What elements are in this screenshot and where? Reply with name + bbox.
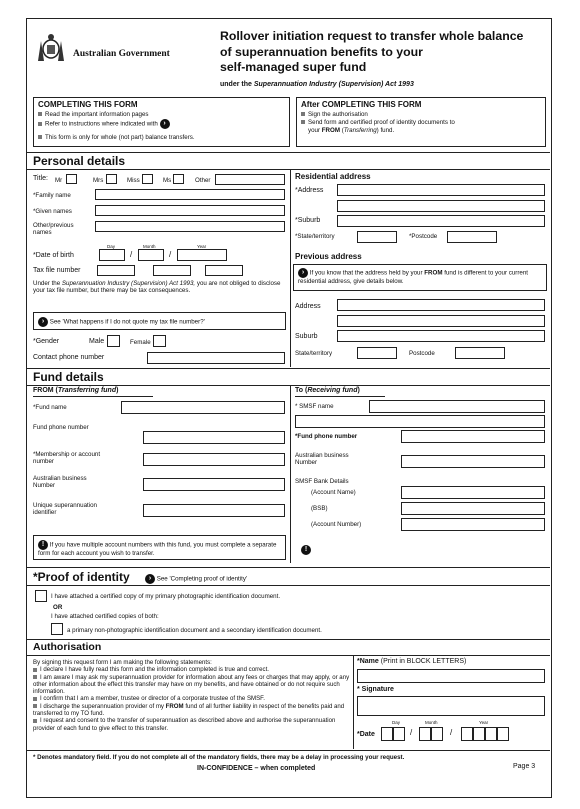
residential-state-label: *State/territory (295, 233, 335, 240)
poi-option-1-checkbox[interactable] (35, 590, 47, 602)
dob-day-field[interactable] (99, 249, 125, 261)
auth-day-field-2[interactable] (393, 727, 405, 741)
previous-state-field[interactable] (357, 347, 397, 359)
auth-year-field-4[interactable] (497, 727, 509, 741)
family-name-field[interactable] (95, 189, 285, 200)
tfn-field-3[interactable] (205, 265, 243, 276)
to-fund-phone-field[interactable] (401, 430, 545, 443)
previous-address-note-box (293, 264, 547, 291)
after-completing-box (296, 97, 546, 147)
family-name-label: *Family name (33, 192, 71, 199)
from-abn-field[interactable] (143, 478, 285, 491)
previous-postcode-field[interactable] (455, 347, 505, 359)
poi-see-note: › See 'Completing proof of identity' (145, 574, 247, 584)
dob-year-field[interactable] (177, 249, 227, 261)
auth-intro: By signing this request form I am making the following statements: (33, 659, 212, 666)
previous-address-field-1[interactable] (337, 299, 545, 311)
to-abn-field[interactable] (401, 455, 545, 468)
tfn-note: Under the Superannuation Industry (Supervision) Act 1993, you are not obliged to disclose your tax file number, but there may be tax consequences. (33, 280, 281, 295)
smsf-name-label: * SMSF name (295, 403, 334, 410)
from-fund-name-label: *Fund name (33, 404, 67, 411)
see-tfn-note: › See 'What happens if I do not quote my tax file number?' (38, 317, 205, 327)
arrow-icon: › (160, 119, 170, 129)
auth-day-label: Day (392, 720, 401, 725)
after-title: After COMPLETING THIS FORM (301, 100, 422, 109)
title-line-2: of superannuation benefits to your (220, 44, 423, 59)
other-names-field[interactable] (95, 221, 285, 232)
auth-name-field[interactable] (357, 669, 545, 683)
usi-field[interactable] (143, 504, 285, 517)
dob-day-label: Day (107, 244, 116, 249)
form-page: Australian Government Rollover initiation request to transfer whole balance of superannuation benefits to your self-managed super fund under the Superannuation Industry (Supervision) Act 1993 COMPLETING THIS FORM Read the important information pages Refer to instructions where indicated with › This form is only for whole (not part) balance transfers. After COMPLETING THIS FORM Sign the authorisation Send form and certified proof of identity documents to your FROM (Transferring) fund. Personal details Title: Mr Mrs Miss Ms Other *Family name *Given names Other/previous names Day Month Year *Date of birth / / Tax file number Under the Superannuation Industry (Supervision) Act 1993, you are not obliged to disclose your tax file number, but there may be tax consequences. › See 'What happens if I do not quote my tax file number?' *Gender Male Female Contact phone number Residential address *Address *Suburb *State/territory *Postcode Previous address › If you know that the address held by your FROM fund is different to your current residential address, give details below. Address Suburb State/territory Postcode Fund details FROM (Transferring fund) *Fund name Fund phone number *Membership or account number Australian business Number Unique superannuation identifier ! If you have multiple account numbers with this fund, you must complete a separate form for each account you wish to transfer. To (Receiving fund) * SMSF name *Fund phone number Australian business Number SMSF Bank Details (Account Name) (BSB) (Account Number) ! *Proof of identity › See 'Completing proof of identity' I have attached a certified copy of my primary photographic identification document. OR I have attached certified copies of both: a primary non-photographic identification document and a secondary identification document. Authorisation By signing this request form I am making the following statements: I declare I have fully read this form and the information completed is true and correct. I am aware I may ask my superannuation provider for information about any fees or charges that may apply, or any other information about the effect this transfer may have on my benefits, and have obtained or do not require such information. I confirm that I am a member, trustee or director of a corporate trustee of the SMSF. I discharge the superannuation provider of my FROM fund of all further liability in respect of the benefits paid and transferred to my TO fund. I request and consent to the transfer of superannuation as described above and authorise the superannuation provider of each fund to give effect to this transfer. *Name (Print in BLOCK LETTERS) * Signature Day Month Year *Date / / * Denotes mandatory field. If you do not complete all of the mandatory fields, there may be a delay in processing your request. IN-CONFIDENCE – when completed Page 3 (26, 18, 552, 798)
residential-state-field[interactable] (357, 231, 397, 243)
auth-signature-field[interactable] (357, 696, 545, 716)
auth-statement-3: I confirm that I am a member, trustee or director of a corporate trustee of the SMSF. (33, 695, 351, 702)
poi-or-label: OR (53, 604, 63, 611)
account-name-label: (Account Name) (311, 489, 356, 496)
auth-year-label: Year (479, 720, 489, 725)
poi-option-2-label: I have attached certified copies of both: (51, 613, 159, 620)
mrs-label: Mrs (93, 177, 104, 184)
account-name-field[interactable] (401, 486, 545, 499)
previous-suburb-label: Suburb (295, 333, 318, 340)
tfn-field-1[interactable] (97, 265, 135, 276)
auth-statement-1: I declare I have fully read this form and the information completed is true and correct. (33, 666, 351, 673)
given-names-label: *Given names (33, 208, 72, 215)
auth-month-label: Month (425, 720, 438, 725)
other-names-label: Other/previous names (33, 222, 74, 237)
tfn-info-box (33, 312, 286, 330)
usi-label: Unique superannuation identifier (33, 502, 97, 517)
from-fund-name-field[interactable] (121, 401, 285, 414)
account-number-label: (Account Number) (311, 521, 362, 528)
info-icon: ! (38, 540, 48, 550)
previous-address-heading: Previous address (295, 252, 362, 261)
residential-suburb-label: *Suburb (295, 217, 321, 224)
male-checkbox[interactable] (107, 335, 120, 347)
arrow-icon: › (38, 317, 48, 327)
title-line-1: Rollover initiation request to transfer whole balance (220, 29, 524, 43)
auth-signature-label: * Signature (357, 686, 394, 693)
male-label: Male (89, 338, 105, 345)
dob-label: *Date of birth (33, 252, 74, 259)
authorisation-statements (33, 659, 351, 732)
completing-item-1: Read the important information pages (38, 111, 149, 118)
dob-year-label: Year (197, 244, 207, 249)
auth-statement-5: I request and consent to the transfer of superannuation as described above and authorise the superannuation provider of each fund to give effect to this transfer. (33, 717, 336, 732)
info-icon: ! (301, 545, 311, 555)
proof-of-identity-heading: *Proof of identity (33, 570, 130, 584)
smsf-name-field-1[interactable] (369, 400, 545, 413)
to-fund-heading: To (Receiving fund) (295, 387, 360, 394)
after-item-1: Sign the authorisation (301, 111, 368, 118)
title-line-3: self-managed super fund (220, 60, 367, 74)
auth-month-field-1[interactable] (419, 727, 431, 741)
from-fund-heading: FROM (Transferring fund) (33, 387, 119, 394)
to-fund-phone-label: *Fund phone number (295, 433, 358, 440)
mr-checkbox[interactable] (66, 174, 77, 184)
residential-address-heading: Residential address (295, 172, 371, 181)
dob-month-label: Month (143, 244, 156, 249)
ms-label: Ms (163, 177, 172, 184)
completing-item-2: Refer to instructions where indicated with › (38, 119, 170, 129)
miss-checkbox[interactable] (142, 174, 153, 184)
account-number-field[interactable] (401, 518, 545, 531)
completing-item-3: This form is only for whole (not part) balance transfers. (38, 134, 195, 141)
completing-box (33, 97, 290, 147)
other-title-field[interactable] (215, 174, 285, 185)
from-abn-label: Australian business Number (33, 475, 87, 490)
contact-phone-field[interactable] (147, 352, 285, 364)
bsb-label: (BSB) (311, 505, 328, 512)
poi-option-1-label: I have attached a certified copy of my primary photographic identification document. (51, 593, 281, 600)
auth-statement-4: I discharge the superannuation provider of my FROM fund of all further liability in respect of the benefits paid and transferred to my TO fund. (33, 702, 345, 718)
residential-postcode-label: *Postcode (409, 233, 438, 240)
smsf-name-field-2[interactable] (295, 415, 545, 428)
membership-field[interactable] (143, 453, 285, 466)
residential-address-field-2[interactable] (337, 200, 545, 212)
auth-month-field-2[interactable] (431, 727, 443, 741)
poi-option-2-checkbox[interactable] (51, 623, 63, 635)
from-fund-phone-label: Fund phone number (33, 424, 89, 431)
miss-label: Miss (127, 177, 140, 184)
previous-state-label: State/territory (295, 350, 333, 357)
page-number: Page 3 (513, 763, 536, 770)
after-item-2: Send form and certified proof of identity documents to (301, 119, 455, 126)
previous-address-field-2[interactable] (337, 315, 545, 327)
auth-date-label: *Date (357, 731, 375, 738)
personal-details-heading: Personal details (33, 154, 126, 168)
mandatory-note: * Denotes mandatory field. If you do not complete all of the mandatory fields, there may be a delay in processing your request. (33, 754, 405, 761)
confidence-label: IN-CONFIDENCE – when completed (197, 765, 316, 772)
auth-year-field-2[interactable] (473, 727, 485, 741)
multi-account-note: ! If you have multiple account numbers with this fund, you must complete a separate form for each account you wish to transfer. (38, 541, 277, 557)
previous-suburb-field[interactable] (337, 330, 545, 342)
poi-option-2-detail: a primary non-photographic identification document and a secondary identification document. (67, 627, 322, 634)
after-item-2b: your FROM (Transferring) fund. (308, 127, 395, 134)
ms-checkbox[interactable] (173, 174, 184, 184)
female-checkbox[interactable] (153, 335, 166, 347)
form-subtitle: under the Superannuation Industry (Supervision) Act 1993 (220, 81, 414, 88)
completing-title: COMPLETING THIS FORM (38, 100, 138, 109)
auth-day-field-1[interactable] (381, 727, 393, 741)
from-fund-phone-field[interactable] (143, 431, 285, 444)
contact-phone-label: Contact phone number (33, 354, 105, 361)
residential-postcode-field[interactable] (447, 231, 497, 243)
other-title-label: Other (195, 177, 211, 184)
residential-address-field-1[interactable] (337, 184, 545, 196)
mrs-checkbox[interactable] (106, 174, 117, 184)
bank-details-label: SMSF Bank Details (295, 478, 349, 485)
coat-of-arms-logo (35, 33, 67, 63)
gender-label: *Gender (33, 338, 60, 345)
tfn-field-2[interactable] (153, 265, 191, 276)
tfn-label: Tax file number (33, 267, 81, 274)
auth-year-field-1[interactable] (461, 727, 473, 741)
title-label: Title: (33, 175, 48, 182)
previous-postcode-label: Postcode (409, 350, 435, 357)
residential-address-label: *Address (295, 187, 324, 194)
logo-text: Australian Government (73, 49, 170, 59)
to-abn-label: Australian business Number (295, 452, 349, 467)
residential-suburb-field[interactable] (337, 215, 545, 227)
authorisation-heading: Authorisation (33, 641, 102, 653)
form-title (220, 29, 523, 76)
bsb-field[interactable] (401, 502, 545, 515)
dob-month-field[interactable] (138, 249, 164, 261)
auth-year-field-3[interactable] (485, 727, 497, 741)
arrow-icon: › (298, 268, 308, 278)
female-label: Female (130, 339, 151, 346)
to-info-note (301, 541, 311, 559)
auth-name-label: *Name (Print in BLOCK LETTERS) (357, 658, 467, 665)
membership-label: *Membership or account number (33, 451, 101, 466)
mr-label: Mr (55, 177, 63, 184)
previous-address-label: Address (295, 303, 321, 310)
multi-account-note-box (33, 535, 286, 560)
given-names-field[interactable] (95, 205, 285, 216)
previous-address-note: › If you know that the address held by your FROM fund is different to your current residential address, give details below. (298, 269, 529, 285)
arrow-icon: › (145, 574, 155, 584)
auth-statement-2: I am aware I may ask my superannuation provider for information about any fees or charges that may apply, or any other information about the effect this transfer may have on my benefits, and have obtained or do not require such information. (33, 673, 350, 696)
fund-details-heading: Fund details (33, 370, 104, 384)
